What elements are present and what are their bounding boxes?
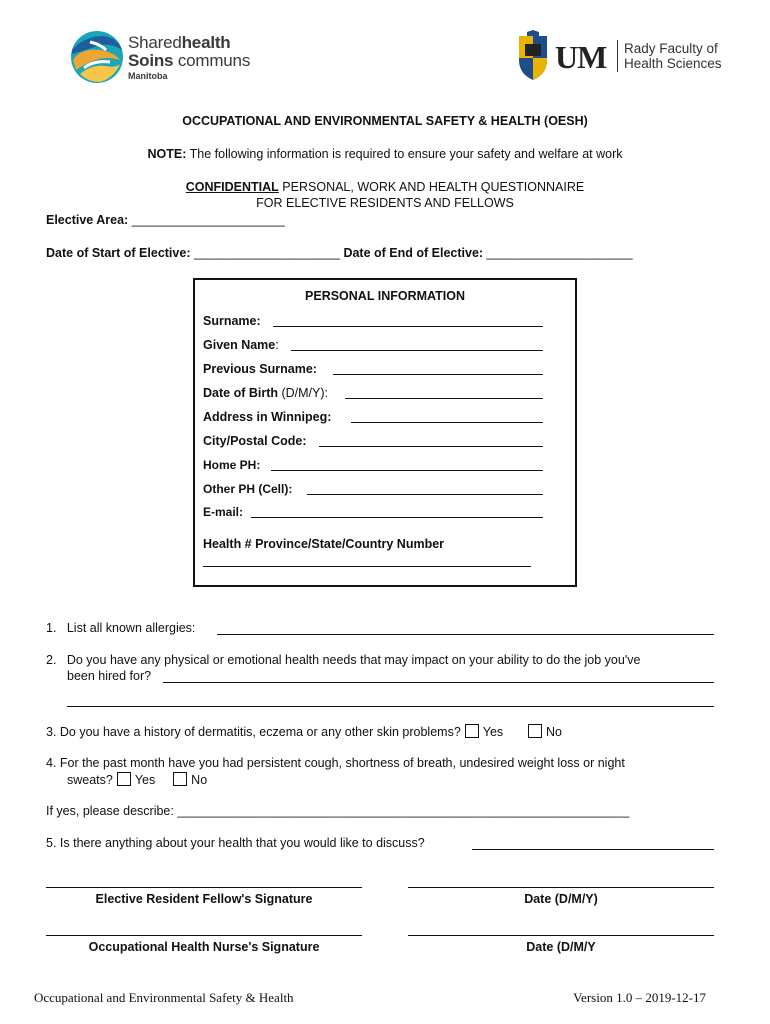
email-label: E-mail: <box>203 505 244 519</box>
question-discuss[interactable] <box>46 836 714 850</box>
address-label: Address in Winnipeg: <box>203 410 332 424</box>
elective-area-blank: ______________________ <box>131 213 285 227</box>
form-title: OCCUPATIONAL AND ENVIRONMENTAL SAFETY & HEALTH (OESH) <box>182 114 588 128</box>
dob-field[interactable] <box>203 386 328 400</box>
other-phone-label: Other PH (Cell): <box>203 482 293 496</box>
um-logo <box>515 30 730 86</box>
shared-health-logo-icon <box>70 30 124 84</box>
nurse-signature-label: Occupational Health Nurse's Signature <box>88 940 320 954</box>
q3-text: 3. Do you have a history of dermatitis, eczema or any other skin problems? <box>46 725 461 739</box>
question-cough <box>46 756 625 770</box>
q1-text: List all known allergies: <box>66 621 196 635</box>
um-wordmark: UM <box>555 39 607 75</box>
other-phone-line <box>307 482 543 495</box>
note-label: NOTE: <box>147 147 187 161</box>
given-name-field[interactable] <box>203 338 279 352</box>
date1-label: Date (D/M/Y) <box>524 892 598 906</box>
surname-field[interactable] <box>203 314 261 328</box>
confidential-heading <box>0 180 770 194</box>
q1-answer-line <box>217 634 714 635</box>
q3-yes-label: Yes <box>482 725 504 739</box>
logo-shared-text: Shared <box>128 33 182 52</box>
q4-text-line2: sweats? <box>67 773 113 787</box>
end-date-field[interactable] <box>343 246 632 260</box>
question-allergies[interactable] <box>46 621 714 635</box>
um-faculty-line1: Rady Faculty of <box>624 41 718 56</box>
logo-manitoba-text: Manitoba <box>128 71 168 81</box>
q3-no-checkbox[interactable] <box>528 724 542 738</box>
end-date-label: Date of End of Elective: <box>343 246 484 260</box>
dob-format: (D/M/Y): <box>278 386 328 400</box>
q5-text: 5. Is there anything about your health that you would like to discuss? <box>46 836 425 850</box>
shared-health-logo <box>70 30 260 86</box>
resident-signature-label: Elective Resident Fellow's Signature <box>95 892 313 906</box>
q5-answer-line <box>472 849 714 850</box>
address-field[interactable] <box>203 410 331 424</box>
q4-text-line1: 4. For the past month have you had persistent cough, shortness of breath, undesired weight loss or night <box>46 756 625 770</box>
note-line <box>0 147 770 161</box>
start-date-label: Date of Start of Elective: <box>46 246 191 260</box>
email-field[interactable] <box>203 505 243 519</box>
questionnaire-subtitle: FOR ELECTIVE RESIDENTS AND FELLOWS <box>256 196 514 210</box>
start-date-field[interactable] <box>46 246 340 260</box>
home-phone-line <box>271 458 543 471</box>
q4-yes-label: Yes <box>134 773 156 787</box>
given-name-line <box>291 338 543 351</box>
personal-information-box <box>193 278 577 587</box>
email-line <box>251 505 543 518</box>
previous-surname-field[interactable] <box>203 362 317 376</box>
dob-label: Date of Birth <box>203 386 278 400</box>
personal-information-heading: PERSONAL INFORMATION <box>305 289 465 303</box>
q4-no-label: No <box>191 773 208 787</box>
elective-area-field[interactable] <box>46 213 285 227</box>
surname-line <box>273 314 543 327</box>
logo-separator <box>617 40 618 72</box>
um-faculty-line2: Health Sciences <box>624 56 722 71</box>
resident-signature-line[interactable] <box>46 887 362 888</box>
logo-communs-text: communs <box>177 51 251 70</box>
footer-left: Occupational and Environmental Safety & Health <box>34 990 294 1005</box>
q1-number: 1. <box>46 621 57 635</box>
q3-no-label: No <box>546 725 563 739</box>
q2-answer-line1 <box>163 682 714 683</box>
nurse-signature-line[interactable] <box>46 935 362 936</box>
given-name-colon: : <box>275 338 279 352</box>
start-date-blank: _____________________ <box>193 246 340 260</box>
health-number-line <box>203 566 531 567</box>
logo-soins-text: Soins <box>128 51 174 70</box>
previous-surname-line <box>333 362 543 375</box>
q2-answer-line2[interactable] <box>67 706 714 707</box>
city-postal-label: City/Postal Code: <box>203 434 307 448</box>
end-date-blank: _____________________ <box>486 246 633 260</box>
health-number-label: Health # Province/State/Country Number <box>203 537 445 551</box>
describe-field[interactable] <box>46 804 629 818</box>
um-crest-icon <box>515 30 551 82</box>
elective-area-label: Elective Area: <box>46 213 129 227</box>
q2-text-line2: been hired for? <box>67 669 152 683</box>
other-phone-field[interactable] <box>203 482 292 496</box>
home-phone-field[interactable] <box>203 458 260 472</box>
home-phone-label: Home PH: <box>203 458 261 472</box>
describe-text: If yes, please describe: _________________________________________________________________ <box>46 804 630 818</box>
q2-text-line1: Do you have any physical or emotional health needs that may impact on your ability to do the job you've <box>66 653 641 667</box>
q4-no-checkbox[interactable] <box>173 772 187 786</box>
dob-line <box>345 386 543 399</box>
surname-label: Surname: <box>203 314 261 328</box>
date1-line[interactable] <box>408 887 714 888</box>
city-postal-field[interactable] <box>203 434 307 448</box>
given-name-label: Given Name <box>203 338 276 352</box>
address-line <box>351 410 543 423</box>
elective-dates-row <box>46 246 633 260</box>
question-cough-line2 <box>67 772 207 787</box>
logo-health-text: health <box>181 33 231 52</box>
previous-surname-label: Previous Surname: <box>203 362 317 376</box>
question-health-needs <box>46 653 640 667</box>
q3-yes-checkbox[interactable] <box>465 724 479 738</box>
health-number-field[interactable] <box>203 537 444 551</box>
question-dermatitis <box>46 724 562 739</box>
date2-label: Date (D/M/Y <box>526 940 596 954</box>
q2-number: 2. <box>46 653 57 667</box>
q4-yes-checkbox[interactable] <box>117 772 131 786</box>
q2-line2-field[interactable] <box>67 669 714 683</box>
questionnaire-title: PERSONAL, WORK AND HEALTH QUESTIONNAIRE <box>278 180 585 194</box>
date2-line[interactable] <box>408 935 714 936</box>
note-text: The following information is required to ensure your safety and welfare at work <box>189 147 623 161</box>
footer-version: Version 1.0 – 2019-12-17 <box>573 990 706 1005</box>
city-postal-line <box>319 434 543 447</box>
confidential-label: CONFIDENTIAL <box>185 180 279 194</box>
